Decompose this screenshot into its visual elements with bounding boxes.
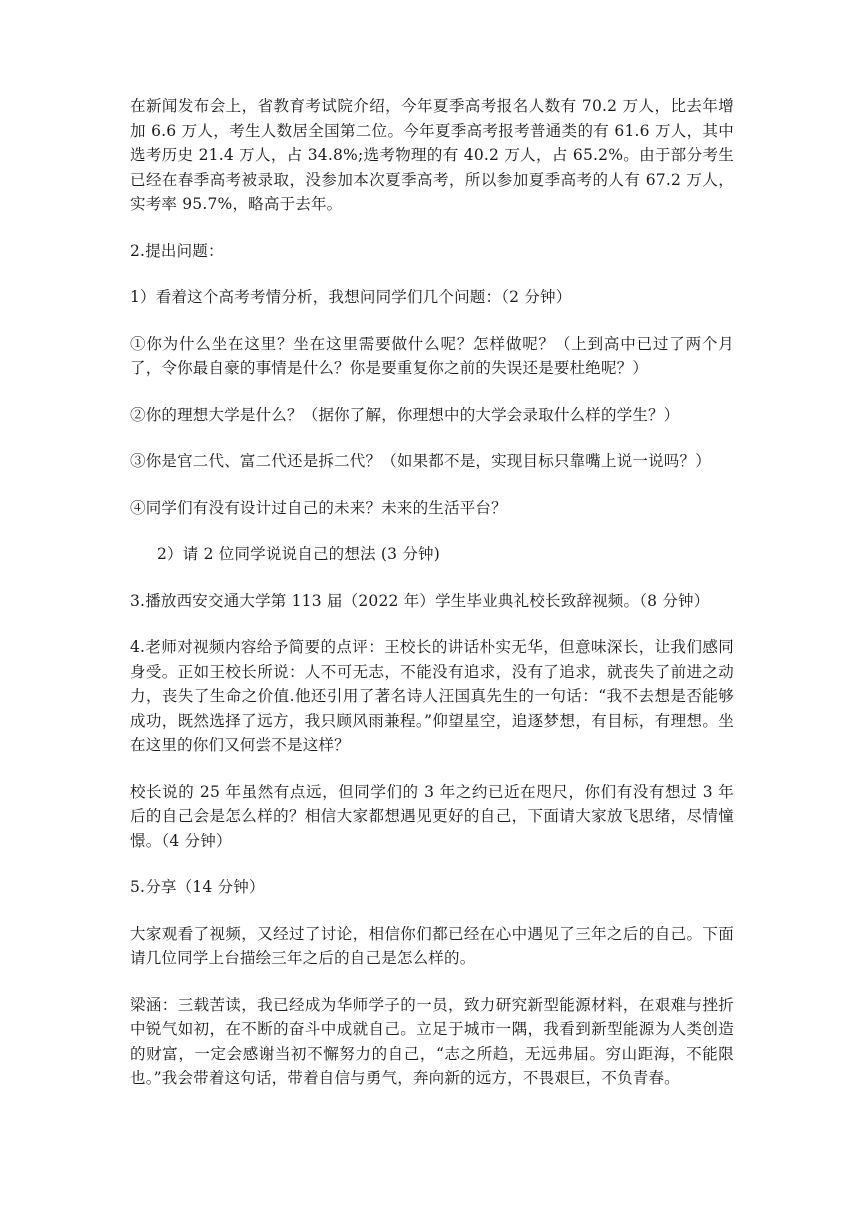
- paragraph-teacher-comment: 4.老师对视频内容给予简要的点评：王校长的讲话朴实无华，但意味深长，让我们感同身受。正如王校长所说：人不可无志，不能没有追求，没有了追求，就丧失了前进之动力，丧失了生命之价值.他还引用了著名诗人汪国真先生的一句话：“我不去想是否能够成功，既然选择了远方，我只顾风雨兼程。”仰望星空，追逐梦想，有目标，有理想。坐在这里的你们又何尝不是这样？: [130, 638, 734, 754]
- paragraph-student-sharing: 2）请 2 位同学说说自己的想法 (3 分钟): [157, 545, 440, 563]
- question-1: ①你为什么坐在这里？坐在这里需要做什么呢？怎样做呢？（上到高中已过了两个月了，令你最自豪的事情是什么？你是要重复你之前的失误还是要杜绝呢？）: [130, 334, 734, 377]
- paragraph-sharing-intro: 大家观看了视频，又经过了讨论，相信你们都已经在心中遇见了三年之后的自己。下面请几位同学上台描绘三年之后的自己是怎么样的。: [130, 924, 734, 967]
- heading-sharing: 5.分享（14 分钟）: [130, 878, 265, 896]
- paragraph-student-lianghan: 梁涵：三载苦读，我已经成为华师学子的一员，致力研究新型能源材料，在艰难与挫折中锐气如初，在不断的奋斗中成就自己。立足于城市一隅，我看到新型能源为人类创造的财富，一定会感谢当初不懈努力的自己，“志之所趋，无远弗届。穷山距海，不能限也。”我会带着这句话，带着自信与勇气，奔向新的远方，不畏艰巨，不负青春。: [130, 995, 734, 1087]
- question-4: ④同学们有没有设计过自己的未来？未来的生活平台？: [130, 498, 507, 517]
- heading-raise-questions: 2.提出问题：: [130, 241, 224, 260]
- paragraph-question-intro: 1）看着这个高考考情分析，我想问同学们几个问题：（2 分钟）: [130, 288, 572, 306]
- paragraph-three-year-vision: 校长说的 25 年虽然有点远，但同学们的 3 年之约已近在咫尺，你们有没有想过 3 年后的自己会是怎么样的？相信大家都想遇见更好的自己，下面请大家放飞思绪，尽情憧憬。（4 分钟）: [130, 782, 734, 850]
- question-2: ②你的理想大学是什么？（据你了解，你理想中的大学会录取什么样的学生？）: [130, 405, 680, 424]
- heading-play-video: 3.播放西安交通大学第 113 届（2022 年）学生毕业典礼校长致辞视频。（8 分钟）: [130, 591, 710, 610]
- paragraph-exam-statistics: 在新闻发布会上，省教育考试院介绍，今年夏季高考报名人数有 70.2 万人，比去年增加 6.6 万人，考生人数居全国第二位。今年夏季高考报考普通类的有 61.6 万人，其中选考历史 21.4 万人，占 34.8%;选考物理的有 40.2 万人，占 65.2%。由于部分考生已经在春季高考被录取，没参加本次夏季高考，所以参加夏季高考的人有 67.2 万人，实考率 95.7%，略高于去年。: [130, 97, 734, 213]
- document-body: [130, 94, 734, 1113]
- question-3: ③你是官二代、富二代还是拆二代？（如果都不是，实现目标只靠嘴上说一说吗？）: [130, 452, 711, 470]
